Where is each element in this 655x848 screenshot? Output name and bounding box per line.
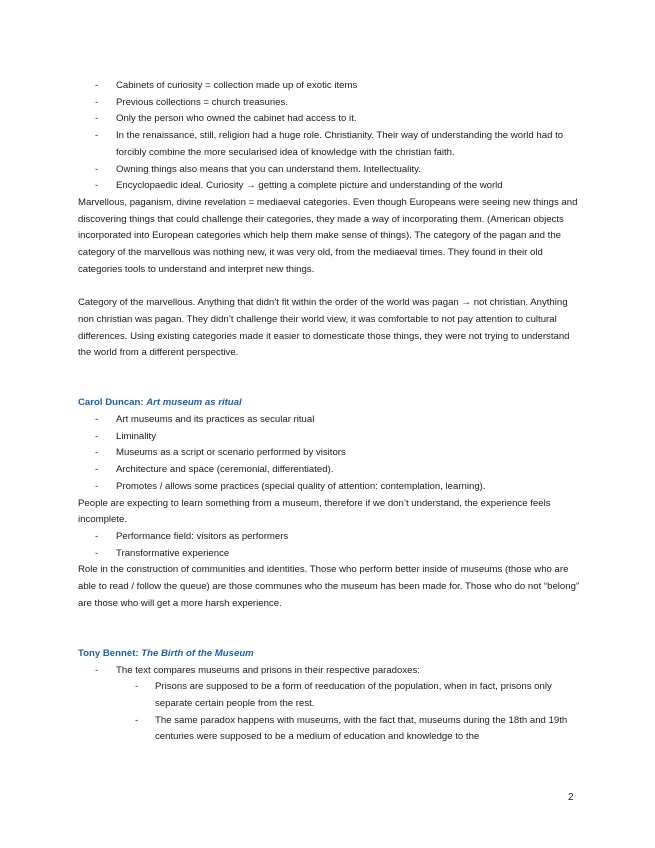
sub-list-item: - The same paradox happens with museums, with the fact that, museums during the 18th and 19th centuries were supposed to be a medium of education and knowledge to the <box>135 714 568 743</box>
bullet-dash: - <box>95 96 99 108</box>
bullet-dash: - <box>95 80 99 91</box>
list-item: - Art museums and its practices as secular ritual <box>78 412 580 429</box>
list-item: - In the renaissance, still, religion had a huge role. Christianity. Their way of understanding the world had to forcibly combine the more secularised idea of knowledge with the christian faith. <box>95 130 564 158</box>
paragraph-mediaeval-categories: Marvellous, paganism, divine revelation = mediaeval categories. Even though Europeans were seeing new things and discovering things that could challenge their categories, they made a way of incorporating them. (American objects incorporated into European categories which help them make sense of things). The category of the pagan and the category of the marvellous was nothing new, it was very old, from the mediaeval times. They found in their old categories tools to understand and interpret new things. <box>78 196 578 275</box>
work-title: The Birth of the Museum <box>141 647 254 659</box>
bullet-dash: - <box>95 130 99 142</box>
curiosity-list <box>78 78 580 195</box>
paragraph-communities: Role in the construction of communities and identities. Those who perform better inside of museums (those who are able to read / follow the queue) are those communes who the museum has been made for. Those who do not “belong” are those who will get a more harsh experience. <box>78 564 580 609</box>
page-number: 2 <box>568 792 574 803</box>
list-item: - Architecture and space (ceremonial, differentiated). <box>78 462 580 479</box>
list-item: - Owning things also means that you can understand them. Intellectuality. <box>78 162 580 179</box>
section-heading-bennet: Tony Bennet: The Birth of the Museum <box>78 647 254 659</box>
paragraph-expectation: People are expecting to learn something from a museum, therefore if we don’t understand, the experience feels incomplete. <box>78 497 551 526</box>
paragraph-marvellous: Category of the marvellous. Anything that didn’t fit within the order of the world was pagan → not christian. Anything non christian was pagan. They didn’t challenge their world view, it was comfortable to not pay attention to cultural differences. Using existing categories made it easier to domesticate those things, they were not trying to understand the world from a different perspective. <box>78 297 570 359</box>
bullet-dash: - <box>95 547 99 559</box>
bullet-dash: - <box>95 180 99 192</box>
bullet-dash: - <box>95 464 99 476</box>
work-title: Art museum as ritual <box>146 397 242 409</box>
bullet-dash: - <box>95 530 99 542</box>
bullet-dash: - <box>95 664 99 676</box>
bullet-dash: - <box>135 714 139 726</box>
bullet-dash: - <box>95 414 99 426</box>
list-item: - Performance field: visitors as performers <box>78 529 580 546</box>
bullet-dash: - <box>95 480 99 492</box>
bullet-dash: - <box>95 447 99 459</box>
duncan-list-b <box>78 529 580 562</box>
section-heading-duncan: Carol Duncan: Art museum as ritual <box>78 397 242 409</box>
bullet-dash: - <box>95 430 99 442</box>
list-item: - Encyclopaedic ideal. Curiosity → getting a complete picture and understanding of the world <box>78 178 580 195</box>
list-item: - Liminality <box>78 429 580 446</box>
bullet-dash: - <box>95 163 99 175</box>
list-item: - Transformative experience <box>78 546 580 563</box>
list-item: - Cabinets of curiosity = collection made up of exotic items <box>78 78 580 95</box>
sub-list-item: - Prisons are supposed to be a form of reeducation of the population, when in fact, prisons only separate certain people from the rest. <box>135 681 552 709</box>
list-item: - Previous collections = church treasuries. <box>78 95 580 112</box>
list-item: - Museums as a script or scenario performed by visitors <box>78 445 580 462</box>
bullet-dash: - <box>95 113 99 125</box>
list-item: - Promotes / allows some practices (special quality of attention: contemplation, learning). <box>78 479 580 496</box>
list-item: - Only the person who owned the cabinet had access to it. <box>78 111 580 128</box>
page-content <box>78 78 580 746</box>
bullet-dash: - <box>135 681 139 693</box>
duncan-list-a <box>78 412 580 496</box>
list-item: - The text compares museums and prisons in their respective paradoxes: <box>78 663 580 680</box>
